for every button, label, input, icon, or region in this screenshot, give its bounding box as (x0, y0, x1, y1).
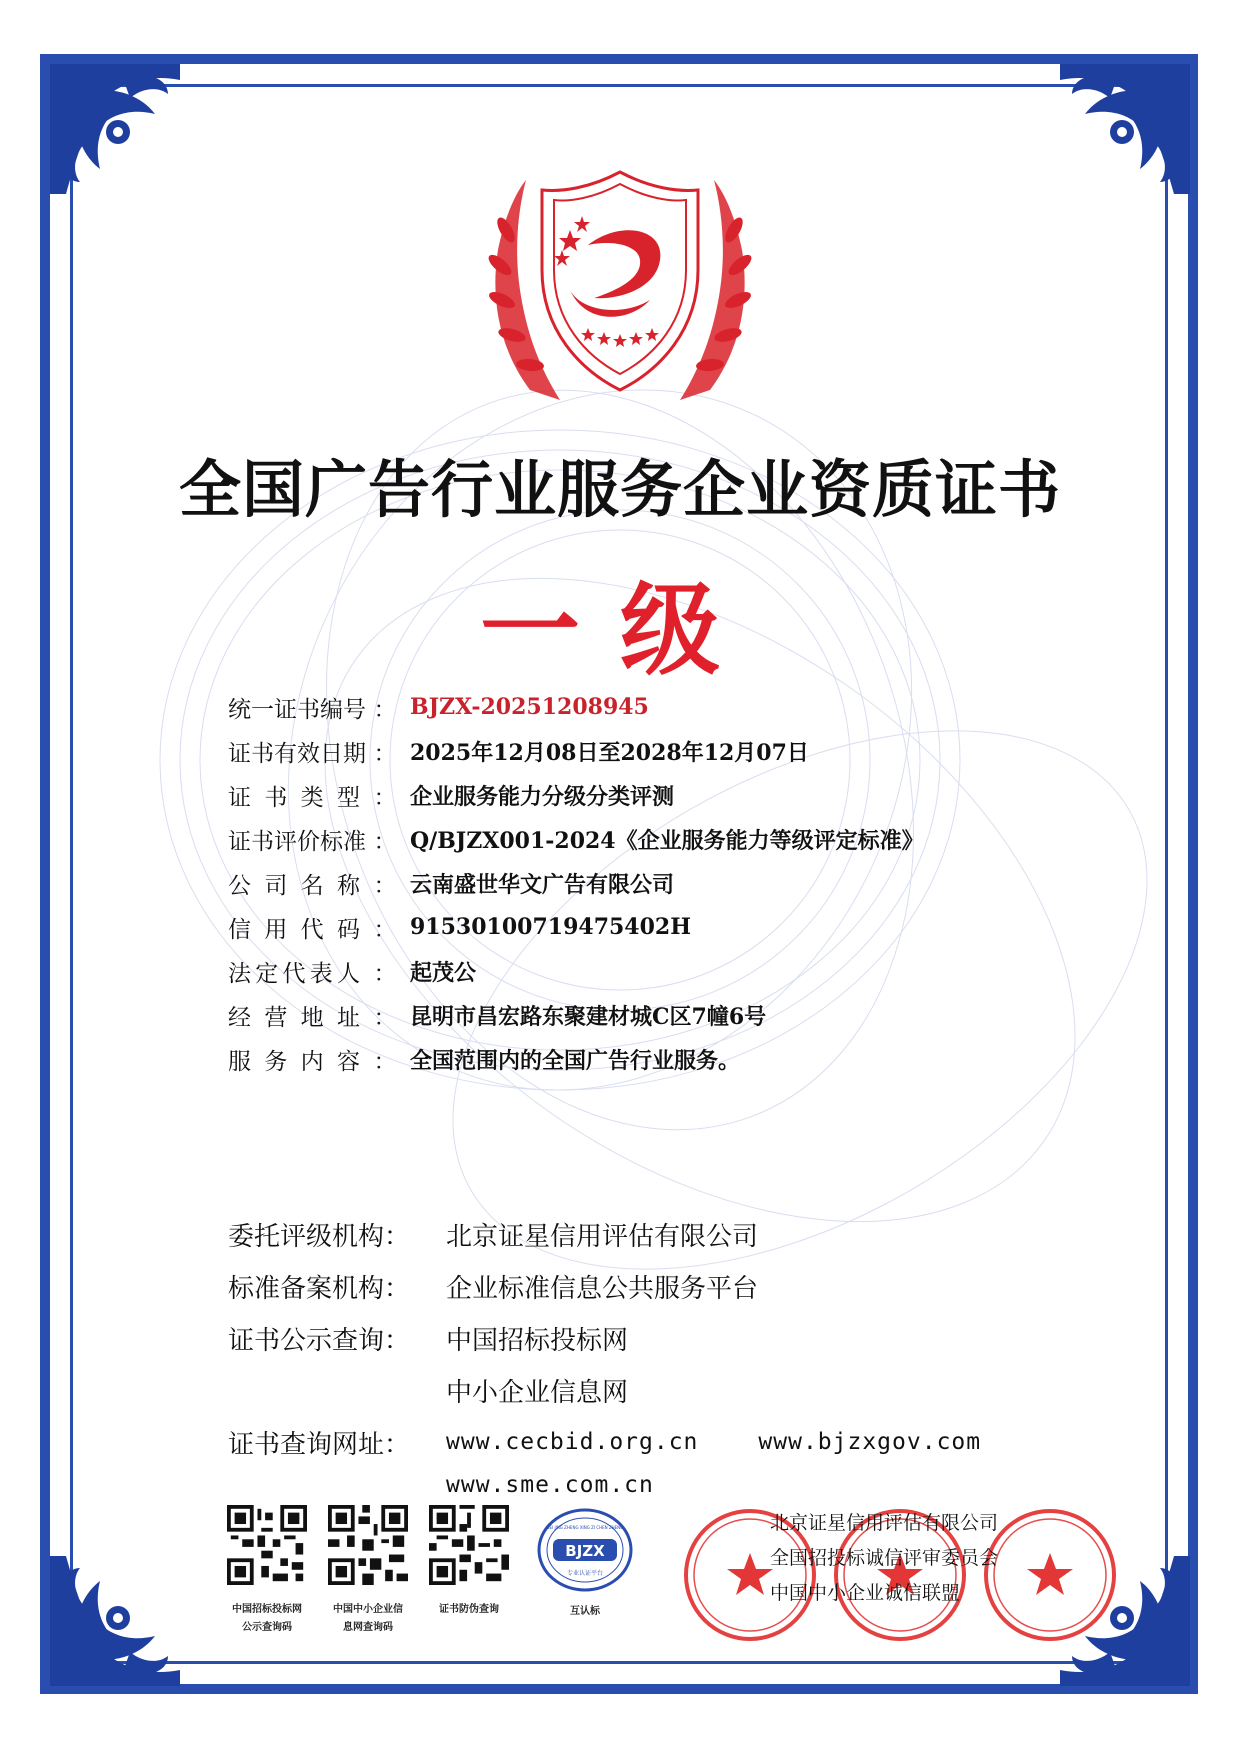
public-value-2: 中小企业信息网 (446, 1377, 629, 1408)
field-row (228, 861, 1048, 905)
certificate-fields (228, 685, 1048, 1081)
url-link-1[interactable]: www.cecbid.org.cn (446, 1429, 699, 1455)
field-value: Q/BJZX001-2024《企业服务能力等级评定标准》 (410, 827, 924, 854)
filing-label: 标准备案机构： (228, 1273, 411, 1304)
field-value: 2025年12月08日至2028年12月07日 (410, 739, 809, 766)
field-value: BJZX-20251208945 (410, 694, 649, 720)
field-row (228, 685, 1048, 729)
field-value: 起茂公 (410, 959, 477, 986)
qr-code-block (323, 1505, 413, 1637)
filing-value: 企业标准信息公共服务平台 (446, 1273, 759, 1304)
shield-emblem-icon (470, 150, 770, 420)
organization-info (228, 1208, 1128, 1502)
qr-code-icon[interactable] (429, 1505, 509, 1585)
field-value: 全国范围内的全国广告行业服务。 (410, 1047, 741, 1074)
field-row (228, 949, 1048, 993)
field-row (228, 1037, 1048, 1081)
qr-caption: 中国招标投标网 公示查询码 (232, 1604, 302, 1633)
qr-code-icon[interactable] (328, 1505, 408, 1585)
entrust-row (228, 1208, 1128, 1260)
bjzx-badge-block (530, 1505, 640, 1621)
url-label: 证书查询网址： (228, 1429, 411, 1460)
svg-text:BEI JING ZHENG XING ZI CHEN ZH: BEI JING ZHENG XING ZI CHEN ZHENG (546, 1525, 624, 1530)
field-label: 证 书 有 效 日 期 (228, 740, 366, 767)
field-label: 法 定 代 表 人 (228, 960, 360, 987)
field-colon: ： (373, 960, 397, 987)
qr-caption: 证书防伪查询 (439, 1604, 499, 1615)
certificate-title: 全国广告行业服务企业资质证书 (178, 453, 1061, 526)
certificate-level: 一级 (480, 571, 760, 689)
field-label: 证 书 评 价 标 准 (228, 828, 366, 855)
qr-caption: 中国中小企业信 息网查询码 (333, 1604, 403, 1633)
corner-ornament-icon (50, 1556, 180, 1686)
public-row (228, 1312, 1128, 1364)
field-label: 经 营 地 址 (228, 1004, 360, 1031)
field-colon: ： (373, 696, 397, 723)
field-colon: ： (373, 1048, 397, 1075)
field-label: 公 司 名 称 (228, 872, 360, 899)
field-colon: ： (373, 828, 397, 855)
badge-caption: 互认标 (570, 1606, 600, 1617)
field-colon: ： (373, 1004, 397, 1031)
entrust-value: 北京证星信用评估有限公司 (446, 1221, 759, 1252)
field-colon: ： (373, 784, 397, 811)
seal-line-3: 中国中小企业诚信联盟 (770, 1582, 961, 1604)
field-label: 证 书 类 型 (228, 784, 360, 811)
entrust-label: 委托评级机构： (228, 1221, 411, 1252)
field-colon: ： (373, 872, 397, 899)
url-link-3[interactable]: www.sme.com.cn (446, 1472, 654, 1498)
corner-ornament-icon (50, 64, 180, 194)
qr-code-block (424, 1505, 514, 1619)
field-row (228, 993, 1048, 1037)
svg-text:专业认证平台: 专业认证平台 (566, 1570, 604, 1577)
field-value: 昆明市昌宏路东聚建材城C区7幢6号 (410, 1003, 767, 1030)
field-row (228, 773, 1048, 817)
filing-row (228, 1260, 1128, 1312)
seal-line-2: 全国招投标诚信评审委员会 (770, 1547, 999, 1569)
field-row (228, 729, 1048, 773)
svg-text:BJZX: BJZX (565, 1542, 605, 1560)
corner-ornament-icon (1060, 64, 1190, 194)
field-label: 信 用 代 码 (228, 916, 360, 943)
field-label: 统 一 证 书 编 号 (228, 696, 366, 723)
qr-code-icon[interactable] (227, 1505, 307, 1585)
field-value: 企业服务能力分级分类评测 (410, 783, 675, 810)
public-value-1: 中国招标投标网 (446, 1325, 629, 1356)
field-row (228, 817, 1048, 861)
field-value: 云南盛世华文广告有限公司 (410, 871, 675, 898)
url-link-2[interactable]: www.bjzxgov.com (758, 1429, 982, 1455)
field-label: 服 务 内 容 (228, 1048, 360, 1075)
field-row (228, 905, 1048, 949)
field-value: 91530100719475402H (410, 914, 692, 940)
qr-code-block (222, 1505, 312, 1637)
bjzx-badge-icon (535, 1505, 635, 1595)
field-colon: ： (373, 740, 397, 767)
public-row-2 (228, 1364, 1128, 1416)
field-colon: ： (373, 916, 397, 943)
url-row (228, 1416, 1128, 1468)
public-label: 证书公示查询： (228, 1325, 411, 1356)
seal-line-1: 北京证星信用评估有限公司 (770, 1512, 999, 1534)
